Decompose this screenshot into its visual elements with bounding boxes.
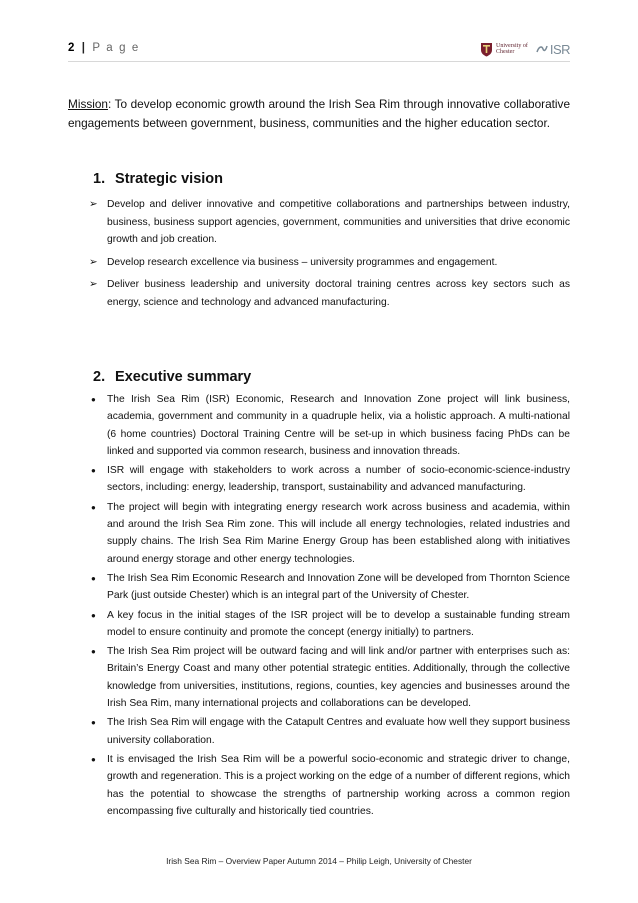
executive-summary-list xyxy=(89,391,570,822)
bullet-icon: ● xyxy=(91,395,96,404)
list-item xyxy=(89,714,570,749)
university-logo-line2: Chester xyxy=(496,49,515,55)
isr-wave-icon xyxy=(536,44,548,54)
list-item xyxy=(89,462,570,497)
list-item xyxy=(89,196,570,249)
list-item xyxy=(89,276,570,311)
list-item xyxy=(89,570,570,605)
header-logos xyxy=(480,38,570,60)
page-footer: Irish Sea Rim – Overview Paper Autumn 2014 – Philip Leigh, University of Chester xyxy=(166,856,472,866)
list-item xyxy=(89,499,570,568)
list-item-text: Develop and deliver innovative and competitive collaborations and partnerships between industry, business, business support agencies, government, communities and universities that drive economic growth and job creation. xyxy=(107,199,570,245)
section-number: 2. xyxy=(93,369,106,385)
page-number: 2 xyxy=(68,42,76,54)
mission-label: Mission xyxy=(68,97,108,111)
list-item xyxy=(89,751,570,820)
bullet-icon: ● xyxy=(91,502,96,512)
list-item-text: The Irish Sea Rim will engage with the Catapult Centres and evaluate how well they support business university collaboration. xyxy=(107,717,570,746)
page-word: P a g e xyxy=(92,42,140,54)
bullet-icon: ● xyxy=(91,718,96,728)
list-item xyxy=(89,254,570,272)
bullet-icon: ● xyxy=(91,754,96,764)
mission-text: : To develop economic growth around the Irish Sea Rim through innovative collaborative engagements between government, business, communities and the higher education sector. xyxy=(68,97,570,130)
list-item xyxy=(89,643,570,712)
section-number: 1. xyxy=(93,171,106,187)
arrow-bullet-icon: ➢ xyxy=(89,279,98,290)
list-item-text: The Irish Sea Rim project will be outward facing and will link and/or partner with enterprises such as: Britain’s Energy Coast and many other potential strategic entities. Additionally, through the collective knowledge from universities, institutions, regions, counties, key agencies and businesses around the Irish Sea Rim, many international projects and collaborations can be developed. xyxy=(107,646,570,710)
list-item-text: The project will begin with integrating energy research work across business and academia, within and around the Irish Sea Rim zone. This will include all energy technologies, related industries and supply chains. The Irish Sea Rim Marine Energy Group has been established along with initiatives around energy storage and other energy technologies. xyxy=(107,501,570,565)
page-separator: | xyxy=(81,42,87,54)
section-title: Executive summary xyxy=(115,369,252,385)
list-item-text: A key focus in the initial stages of the ISR project will be to develop a sustainable funding stream model to ensure continuity and promote the concept (energy initially) to partners. xyxy=(107,609,570,638)
bullet-icon: ● xyxy=(91,466,96,476)
university-of-chester-logo xyxy=(480,42,528,57)
header-divider xyxy=(68,61,570,62)
bullet-icon: ● xyxy=(91,573,96,583)
list-item-text: Develop research excellence via business – university programmes and engagement. xyxy=(107,256,498,268)
section-heading-executive-summary xyxy=(93,369,251,385)
list-item-text: It is envisaged the Irish Sea Rim will be a powerful socio-economic and strategic driver to change, growth and regeneration. This is a project working on the edge of a number of different regions, which has the potential to showcase the strengths of partnership working across a common region encompassing five culturally and historically tied countries. xyxy=(107,753,570,817)
isr-logo xyxy=(536,42,570,57)
list-item xyxy=(89,391,570,460)
bullet-icon: ● xyxy=(91,610,96,620)
list-item xyxy=(89,607,570,642)
list-item-text: The Irish Sea Rim Economic Research and Innovation Zone will be developed from Thornton Science Park (just outside Chester) which is an integral part of the University of Chester. xyxy=(107,572,570,602)
arrow-bullet-icon: ➢ xyxy=(89,199,98,210)
page-number-label xyxy=(68,42,140,54)
bullet-icon: ● xyxy=(91,647,96,657)
arrow-bullet-icon: ➢ xyxy=(89,256,98,268)
page-header xyxy=(68,40,570,62)
section-heading-strategic-vision xyxy=(93,171,223,187)
section-title: Strategic vision xyxy=(115,171,224,187)
list-item-text: Deliver business leadership and university doctoral training centres across key sectors such as energy, science and technology and advanced manufacturing. xyxy=(107,279,570,308)
mission-statement xyxy=(68,95,570,133)
strategic-vision-list xyxy=(89,196,570,316)
university-crest-icon xyxy=(480,42,493,57)
list-item-text: The Irish Sea Rim (ISR) Economic, Research and Innovation Zone project will link business, academia, government and community in a quadruple helix, via a holistic approach. A multi-national (6 home countries) Doctoral Training Centre will be set-up in which business facing PhDs can be linked and supported via common research, business and innovation threads. xyxy=(107,394,570,457)
university-logo-line1: University of xyxy=(496,42,528,49)
list-item-text: ISR will engage with stakeholders to work across a number of socio-economic-science-industry sectors, including: energy, leadership, transport, sustainability and advanced manufacturing. xyxy=(107,465,570,494)
isr-logo-text: ISR xyxy=(549,41,570,57)
